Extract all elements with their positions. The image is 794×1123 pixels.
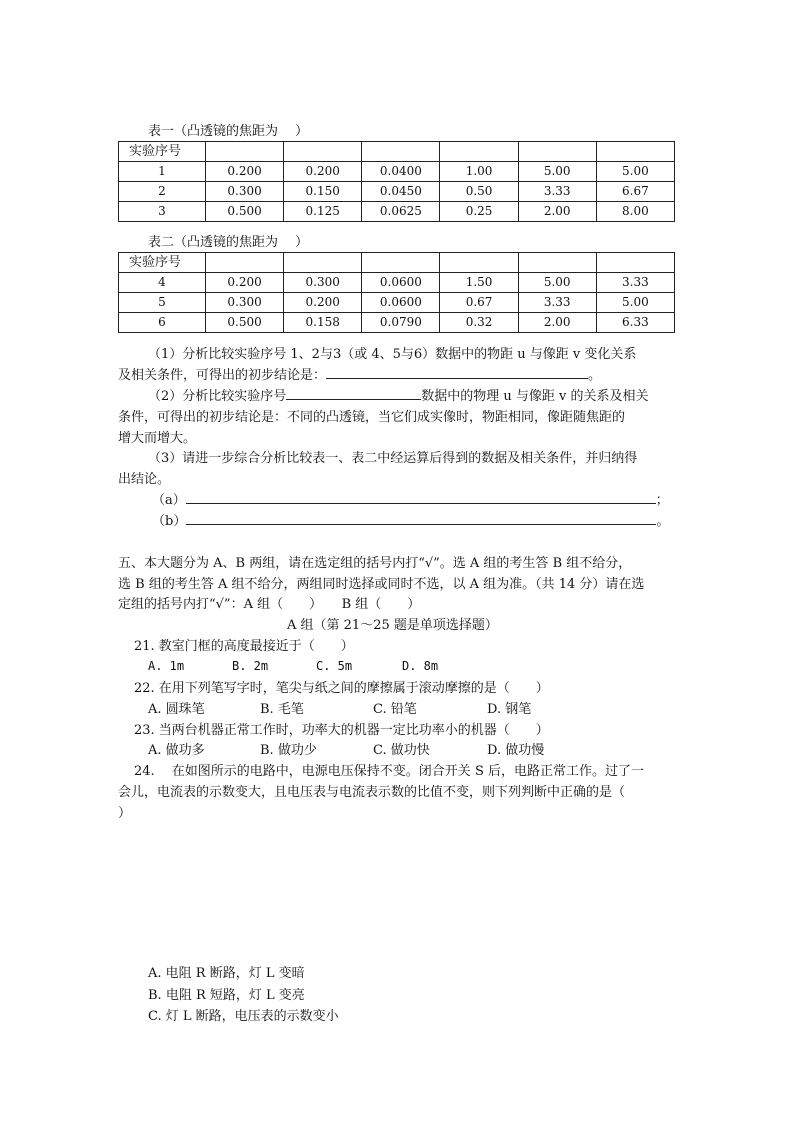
- q24-option-c[interactable]: C. 灯 L 断路，电压表的示数变小: [148, 1009, 339, 1024]
- q2-line1: [148, 385, 649, 404]
- q2-text-b: 数据中的物理 u 与像距 v 的关系及相关: [421, 389, 649, 404]
- table-row: [119, 162, 675, 182]
- table-row: [119, 182, 675, 202]
- table-cell: 0.0450: [362, 182, 440, 202]
- table-cell: 0.67: [440, 293, 518, 313]
- q21-option-a[interactable]: A. 1m: [148, 659, 185, 673]
- q1-answer-blank[interactable]: [326, 378, 588, 379]
- table-cell: 0.125: [284, 202, 362, 222]
- q23-option-b[interactable]: B. 做功少: [260, 743, 317, 758]
- table-cell: 0.0625: [362, 202, 440, 222]
- q24-option-b[interactable]: B. 电阻 R 短路，灯 L 变亮: [148, 988, 305, 1003]
- table-cell: 0.50: [440, 182, 518, 202]
- table-cell: 2.00: [518, 202, 596, 222]
- group-a-title: A 组（第 21～25 题是单项选择题）: [287, 618, 498, 633]
- table-cell: 0.200: [284, 162, 362, 182]
- section5-line1: 五、本大题分为 A、B 两组，请在选定组的括号内打“√”。选 A 组的考生答 B 组不给分，: [118, 556, 632, 571]
- table-cell: 3.33: [596, 273, 674, 293]
- table-cell: 0.500: [206, 313, 284, 333]
- table-cell: 0.300: [206, 293, 284, 313]
- q24-line3: ）: [118, 806, 132, 821]
- q2-line2: 条件，可得出的初步结论是：不同的凸透镜，当它们成实像时，物距相同，像距随焦距的: [118, 410, 626, 425]
- q21-option-b[interactable]: B. 2m: [232, 659, 269, 673]
- section5-line2: 选 B 组的考生答 A 组不给分，两组同时选择或同时不选，以 A 组为准。（共 14 分）请在选: [118, 577, 645, 592]
- table-cell: 2: [119, 182, 206, 202]
- q21-option-d[interactable]: D. 8m: [402, 659, 439, 673]
- q21-stem: 21. 教室门框的高度最接近于（ ）: [134, 639, 354, 654]
- table1: [118, 141, 675, 222]
- table-cell: 0.200: [206, 162, 284, 182]
- q24-line2: 会儿，电流表的示数变大，且电压表与电流表示数的比值不变，则下列判断中正确的是（: [118, 785, 626, 800]
- q2-text-a: （2）分析比较实验序号: [148, 389, 287, 404]
- q22-option-b[interactable]: B. 毛笔: [260, 702, 304, 717]
- q3-b-label: （b）: [152, 514, 187, 529]
- table2-caption: 表二（凸透镜的焦距为 ）: [148, 235, 309, 250]
- table-cell: 0.200: [284, 293, 362, 313]
- table-header-row: [119, 142, 675, 162]
- q22-option-a[interactable]: A. 圆珠笔: [148, 702, 205, 717]
- table-cell: 0.25: [440, 202, 518, 222]
- q3-b-end: 。: [656, 514, 670, 529]
- q22-option-c[interactable]: C. 铅笔: [373, 702, 417, 717]
- table-cell: 5.00: [596, 162, 674, 182]
- table-cell: 0.200: [206, 273, 284, 293]
- q3-line2: 出结论。: [118, 472, 171, 487]
- table-cell: 3.33: [518, 182, 596, 202]
- q22-option-d[interactable]: D. 钢笔: [487, 702, 532, 717]
- table-cell: 5.00: [596, 293, 674, 313]
- q21-option-c[interactable]: C. 5m: [316, 659, 353, 673]
- table-cell: 5: [119, 293, 206, 313]
- q23-option-d[interactable]: D. 做功慢: [487, 743, 545, 758]
- q24-line1: 24. 在如图所示的电路中，电源电压保持不变。闭合开关 S 后，电路正常工作。过了一: [134, 764, 644, 779]
- q3-a-answer-blank[interactable]: [186, 503, 656, 504]
- table-cell: 1: [119, 162, 206, 182]
- table-cell: 0.0790: [362, 313, 440, 333]
- table-cell: 0.500: [206, 202, 284, 222]
- q23-stem: 23. 当两台机器正常工作时，功率大的机器一定比功率小的机器（ ）: [134, 723, 549, 738]
- table2: [118, 252, 675, 333]
- table-cell: 1.00: [440, 162, 518, 182]
- table-cell: 0.0400: [362, 162, 440, 182]
- table-cell: 0.32: [440, 313, 518, 333]
- table-cell: 0.300: [284, 273, 362, 293]
- q3-b-answer-blank[interactable]: [186, 524, 656, 525]
- q1-text: 及相关条件，可得出的初步结论是：: [118, 368, 327, 383]
- q22-stem: 22. 在用下列笔写字时，笔尖与纸之间的摩擦属于滚动摩擦的是（ ）: [134, 681, 549, 696]
- table-cell: 1.50: [440, 273, 518, 293]
- q1-line1: （1）分析比较实验序号 1、2与3（或 4、5与6）数据中的物距 u 与像距 v 变化关系: [148, 347, 637, 362]
- table-cell: 0.0600: [362, 293, 440, 313]
- q3-line1: （3）请进一步综合分析比较表一、表二中经运算后得到的数据及相关条件，并归纳得: [148, 451, 638, 466]
- q23-option-c[interactable]: C. 做功快: [373, 743, 430, 758]
- q2-answer-blank[interactable]: [286, 399, 421, 400]
- table-cell: 6.33: [596, 313, 674, 333]
- section5-line3: 定组的括号内打“√”：A 组（ ） B 组（ ）: [118, 597, 421, 612]
- table-row: [119, 202, 675, 222]
- table-cell: 0.158: [284, 313, 362, 333]
- q23-option-a[interactable]: A. 做功多: [148, 743, 205, 758]
- table-cell: 3: [119, 202, 206, 222]
- q3-a-end: ；: [655, 493, 669, 508]
- q3-b-row: [152, 510, 669, 529]
- table-cell: 0.150: [284, 182, 362, 202]
- q1-line2: [118, 364, 601, 383]
- table-cell: 2.00: [518, 313, 596, 333]
- table-header-cell: 实验序号: [119, 253, 206, 273]
- table-cell: 5.00: [518, 273, 596, 293]
- q24-option-a[interactable]: A. 电阻 R 断路，灯 L 变暗: [148, 966, 305, 981]
- table-row: [119, 313, 675, 333]
- table-cell: 6.67: [596, 182, 674, 202]
- table-cell: 8.00: [596, 202, 674, 222]
- table-cell: 3.33: [518, 293, 596, 313]
- q1-end: 。: [588, 368, 602, 383]
- table-cell: 5.00: [518, 162, 596, 182]
- table-header-row: [119, 253, 675, 273]
- q2-line3: 增大而增大。: [118, 431, 197, 446]
- table-cell: 0.0600: [362, 273, 440, 293]
- table1-caption: 表一（凸透镜的焦距为 ）: [148, 124, 309, 139]
- table-cell: 6: [119, 313, 206, 333]
- table-row: [119, 273, 675, 293]
- q3-a-row: [152, 489, 669, 508]
- table-cell: 0.300: [206, 182, 284, 202]
- table-row: [119, 293, 675, 313]
- q3-a-label: （a）: [152, 493, 186, 508]
- table-header-cell: 实验序号: [119, 142, 206, 162]
- table-cell: 4: [119, 273, 206, 293]
